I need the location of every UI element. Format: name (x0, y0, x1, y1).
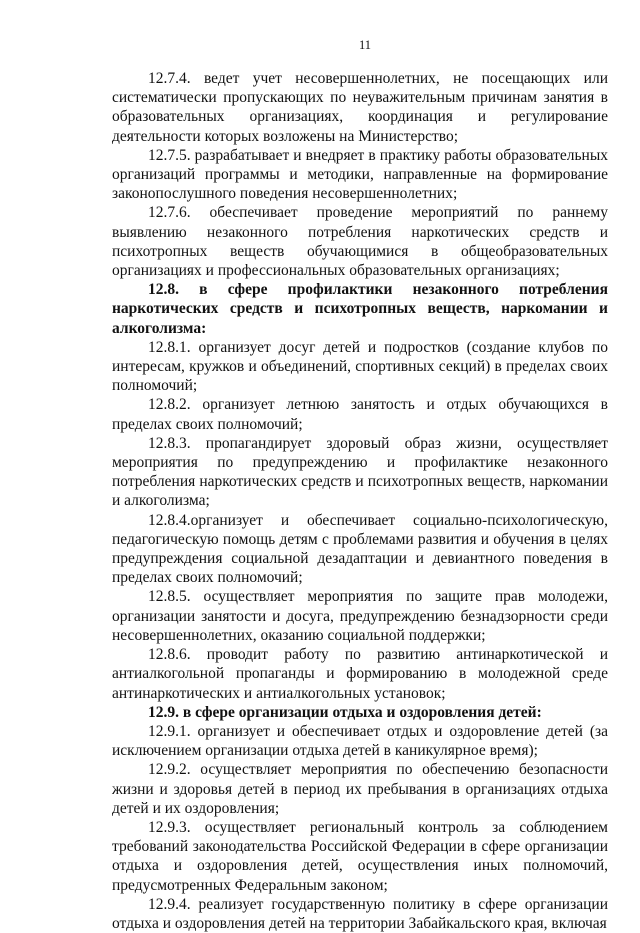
paragraph-12-9-4: 12.9.4. реализует государственную политику в сфере организации отдыха и оздоровления детей на территории Забайкальского края, включая (112, 895, 608, 932)
page-number: 11 (358, 38, 372, 52)
paragraph-12-8-6: 12.8.6. проводит работу по развитию антинаркотической и антиалкогольной пропаганды и формированию в молодежной среде антинаркотических и антиалкогольных установок; (112, 646, 608, 702)
paragraph-12-9-3: 12.9.3. осуществляет региональный контроль за соблюдением требований законодательства Российской Федерации в сфере организации отдыха и оздоровления детей, осуществления иных полномочий, предусмотренных Федеральным законом; (112, 818, 608, 894)
paragraph-12-8-4: 12.8.4.организует и обеспечивает социально-психологическую, педагогическую помощь детям с проблемами развития и обучения в целях предупреждения социальной дезадаптации и девиантного поведения в пределах своих полномочий; (112, 511, 608, 587)
paragraph-12-8-2: 12.8.2. организует летнюю занятость и отдых обучающихся в пределах своих полномочий; (112, 396, 608, 433)
paragraph-12-7-4: 12.7.4. ведет учет несовершеннолетних, не посещающих или систематически пропускающих по неуважительным причинам занятия в образовательных организациях, координация и регулирование деятельности которых возложены на Министерство; (112, 70, 608, 145)
paragraph-12-7-5: 12.7.5. разрабатывает и внедряет в практику работы образовательных организаций программы и методики, направленные на формирование законопослушного поведения несовершеннолетних; (112, 146, 608, 203)
paragraph-12-8-5: 12.8.5. осуществляет мероприятия по защите прав молодежи, организации занятости и досуга, предупреждению безнадзорности среди несовершеннолетних, оказанию социальной поддержки; (112, 588, 608, 644)
paragraph-12-8-1: 12.8.1. организует досуг детей и подростков (создание клубов по интересам, кружков и объединений, спортивных секций) в пределах своих полномочий; (112, 338, 608, 395)
paragraph-12-7-6: 12.7.6. обеспечивает проведение мероприятий по раннему выявлению незаконного потребления наркотических средств и психотропных веществ обучающимися в общеобразовательных организациях и профессиональных образовательных организациях; (112, 204, 608, 280)
section-heading-12-9: 12.9. в сфере организации отдыха и оздоровления детей: (148, 703, 542, 721)
paragraph-12-9-2: 12.9.2. осуществляет мероприятия по обеспечению безопасности жизни и здоровья детей в период их пребывания в организациях отдыха детей и их оздоровления; (112, 761, 608, 817)
section-heading-12-8: 12.8. в сфере профилактики незаконного потребления наркотических средств и психотропных веществ, наркомании и алкоголизма: (112, 281, 608, 337)
paragraph-12-8-3: 12.8.3. пропагандирует здоровый образ жизни, осуществляет мероприятия по предупреждению и профилактике незаконного потребления наркотических средств и психотропных веществ, наркомании и алкоголизма; (112, 434, 608, 510)
paragraph-12-9-1: 12.9.1. организует и обеспечивает отдых и оздоровление детей (за исключением организации отдыха детей в каникулярное время); (112, 722, 608, 760)
